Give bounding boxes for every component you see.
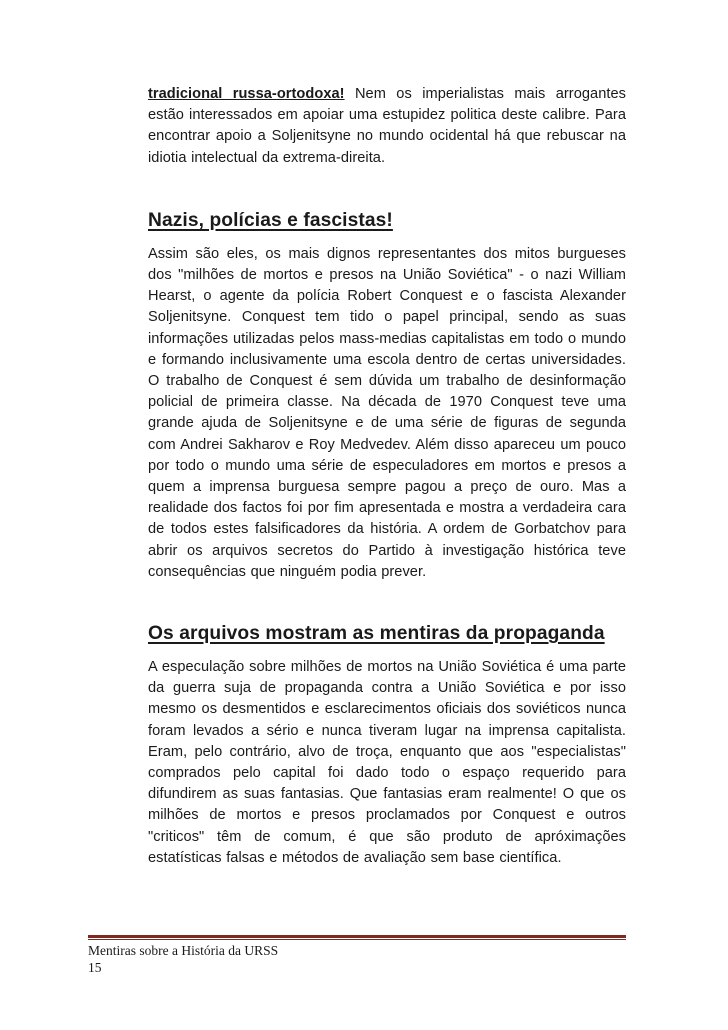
emphasized-lead-text: tradicional russa-ortodoxa! xyxy=(148,86,345,102)
section-paragraph: Assim são eles, os mais dignos representantes dos mitos burgueses dos "milhões de mortos e presos na União Soviética" - o nazi William Hearst, o agente da polícia Robert Conquest e o fascista Alexander Soljenitsyne. Conquest tem tido o papel principal, sendo as suas informações utilizadas pelos mass-medias capitalistas em todo o mundo e formando inclusivamente uma escola dentro de certas universidades. O trabalho de Conquest é sem dúvida um trabalho de desinformação policial de primeira classe. Na década de 1970 Conquest teve uma grande ajuda de Soljenitsyne e de uma série de figuras de segunda com Andrei Sakharov e Roy Medvedev. Além disso apareceu um pouco por todo o mundo uma série de especuladores em mortos e presos a quem a imprensa burguesa sempre pagou a preço de ouro. Mas a realidade dos factos foi por fim apresentada e mostra a verdadeira cara de todos estes falsificadores da história. A ordem de Gorbatchov para abrir os arquivos secretos do Partido à investigação histórica teve consequências que ninguém podia prever. xyxy=(148,245,626,580)
paragraph-continuation xyxy=(148,84,626,169)
footer-rule-thick xyxy=(88,935,626,938)
section-heading: Nazis, polícias e fascistas! xyxy=(148,209,393,231)
page-body xyxy=(148,84,626,869)
footer-title: Mentiras sobre a História da URSS xyxy=(88,943,279,958)
section-paragraph: A especulação sobre milhões de mortos na União Soviética é uma parte da guerra suja de propaganda contra a União Soviética e por isso mesmo os desmentidos e esclarecimentos oficiais dos soviéticos nunca foram levados a sério e nunca tiveram lugar na imprensa capitalista. Eram, pelo contrário, alvo de troça, enquanto que aos "especialistas" comprados pelo capital foi dado todo o espaço requerido para difundirem as suas fantasias. Que fantasias eram realmente! O que os milhões de mortos e presos proclamados por Conquest e outros "criticos" têm de comum, é que são produto de apróximações estatísticas falsas e métodos de avaliação sem base científica. xyxy=(148,659,626,866)
section-heading: Os arquivos mostram as mentiras da propaganda xyxy=(148,623,605,645)
footer-rule-thin xyxy=(88,939,626,940)
paragraph-text: Nem os imperialistas mais arrogantes estão interessados em apoiar uma estupidez politica deste calibre. Para encontrar apoio a Soljenitsyne no mundo ocidental há que rebuscar na idiotia intelectual da extrema-direita. xyxy=(148,86,627,166)
page-number: 15 xyxy=(88,960,102,975)
